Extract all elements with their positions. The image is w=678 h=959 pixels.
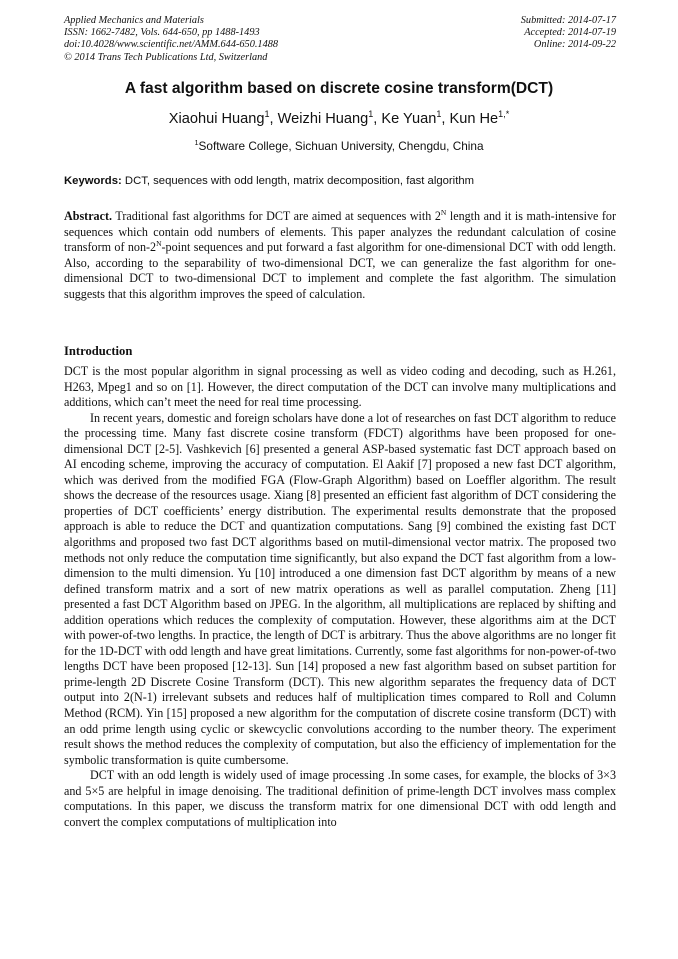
abstract-superscript: N [156, 239, 162, 249]
affiliation-text: Software College, Sichuan University, Chengdu, China [198, 139, 484, 153]
page-header [64, 15, 616, 65]
author-name: Kun He [449, 111, 499, 127]
submitted-date: Submitted: 2014-07-17 [520, 15, 616, 26]
author-name: Ke Yuan [381, 111, 437, 127]
section-heading-introduction: Introduction [64, 344, 133, 358]
dates-info [521, 15, 616, 52]
journal-info [64, 15, 278, 64]
paper-title: A fast algorithm based on discrete cosine transform(DCT) [124, 80, 554, 97]
affiliation [40, 139, 638, 153]
affiliation-mark: 1 [194, 138, 199, 148]
keywords-label: Keywords: [64, 175, 122, 187]
keywords-text: DCT, sequences with odd length, matrix decomposition, fast algorithm [124, 175, 475, 187]
abstract-text: -point sequences and put forward a fast algorithm for one-dimensional DCT with odd length. Also, according to the separability of two-dimensional DCT, we can generalize the fast algorithm for one-dimensional DCT to two-dimensional DCT to implement and complete the fast algorithm. The simulation suggests that this algorithm improves the speed of calculation. [64, 240, 616, 301]
keywords [64, 175, 616, 187]
body-paragraph: In recent years, domestic and foreign scholars have done a lot of researches on fast DCT algorithm to reduce the processing time. Many fast discrete cosine transform (FDCT) algorithms have been proposed for one-dimensional DCT [2-5]. Vashkevich [6] presented a general ASP-based systematic fast DCT approach based on AI encoding scheme, improving the accuracy of computation. El Aakif [7] proposed a new fast DCT algorithm, which was derived from the modified FGA (Flow-Graph Algorithm) based on Loeffler algorithm. The result shows the decrease of the resources usage. Xiang [8] presented an efficient fast algorithm of DCT considering the properties of DCT coefficients’ energy distribution. The experimental results demonstrate that the proposed approach is able to reduce the DCT and quantization computations. Sang [9] combined the existing fast DCT algorithms and proposed two fast DCT algorithms based on mutil-dimensional vector matrix. The proposed two methods not only reduce the computation time significantly, but also expand the DCT fast algorithm from a low-dimension to the multi dimension. Yu [10] introduced a one dimension fast DCT algorithm by means of a new defined transform matrix and a sort of new matrix operations as well as parallel computation. Zheng [11] presented a fast DCT Algorithm based on JPEG. In the algorithm, all multiplications are replaced by shifting and addition operations which reduces the complexity of computation. However, these algorithms aim at the DCT with power-of-two lengths. In practice, the length of DCT is arbitrary. Thus the above algorithms are no longer fit for the 1D-DCT with odd length and have great limitations. Currently, some fast algorithms for non-power-of-two lengths DCT have been proposed [12-13]. Sun [14] proposed a new fast algorithm based on subset partition for prime-length 2D Discrete Cosine Transform (DCT). This new algorithm separates the frequency data of DCT output into 2(N-1) irrelevant subsets and reduces half of multiplication times compared to Roll and Column Method (RCM). Yin [15] proposed a new algorithm for the computation of discrete cosine transform (DCT) with an odd prime length using cyclic or skewcyclic convolutions according to the number theory. The experiment result shows the method reduces the complexity of computation, but also the efficiency of implementation for the symbolic transformation is quite cumbersome. [64, 410, 616, 767]
author-affil-mark: 1 [264, 109, 270, 120]
abstract [64, 209, 616, 303]
author-name: Xiaohui Huang [168, 111, 265, 127]
issn-line: ISSN: 1662-7482, Vols. 644-650, pp 1488-1493 [64, 27, 260, 39]
copyright-line: © 2014 Trans Tech Publications Ltd, Switzerland [64, 51, 268, 63]
abstract-superscript: N [440, 207, 447, 217]
abstract-text: length and it is math-intensive for sequences which contain odd numbers of elements. This paper analyzes the redundant calculation of cosine transform of non-2 [64, 209, 616, 255]
abstract-text: Traditional fast algorithms for DCT are aimed at sequences with 2 [115, 209, 441, 223]
author-affil-mark: 1 [436, 109, 442, 120]
body-paragraph: DCT with an odd length is widely used of image processing .In some cases, for example, the blocks of 3×3 and 5×5 are helpful in image denoising. The traditional definition of prime-length DCT involves mass complex computations. In this paper, we discuss the transform matrix for one dimensional DCT with odd length and convert the complex computations of multiplication into [64, 768, 616, 829]
author-list: Xiaohui Huang$^1$, Weizhi Huang$^1$, Ke Yuan$^1$, Kun $He^{1,*}$ [168, 109, 510, 127]
author-affil-mark: 1 [368, 109, 374, 120]
introduction-body [64, 364, 616, 830]
journal-name: Applied Mechanics and Materials [64, 15, 204, 26]
author-name: Weizhi Huang [277, 111, 369, 127]
body-paragraph: DCT is the most popular algorithm in signal processing as well as video coding and decoding, such as H.261, H263, Mpeg1 and so on [1]. However, the direct computation of the DCT can involve many multiplications and additions, which can’t meet the need for real time processing. [64, 364, 616, 410]
online-date: Online: 2014-09-22 [533, 39, 616, 51]
doi-line: doi:10.4028/www.scientific.net/AMM.644-650.1488 [64, 39, 279, 51]
accepted-date: Accepted: 2014-07-19 [524, 27, 616, 39]
author-affil-mark: 1,* [498, 109, 510, 120]
abstract-label: Abstract. [64, 209, 113, 223]
